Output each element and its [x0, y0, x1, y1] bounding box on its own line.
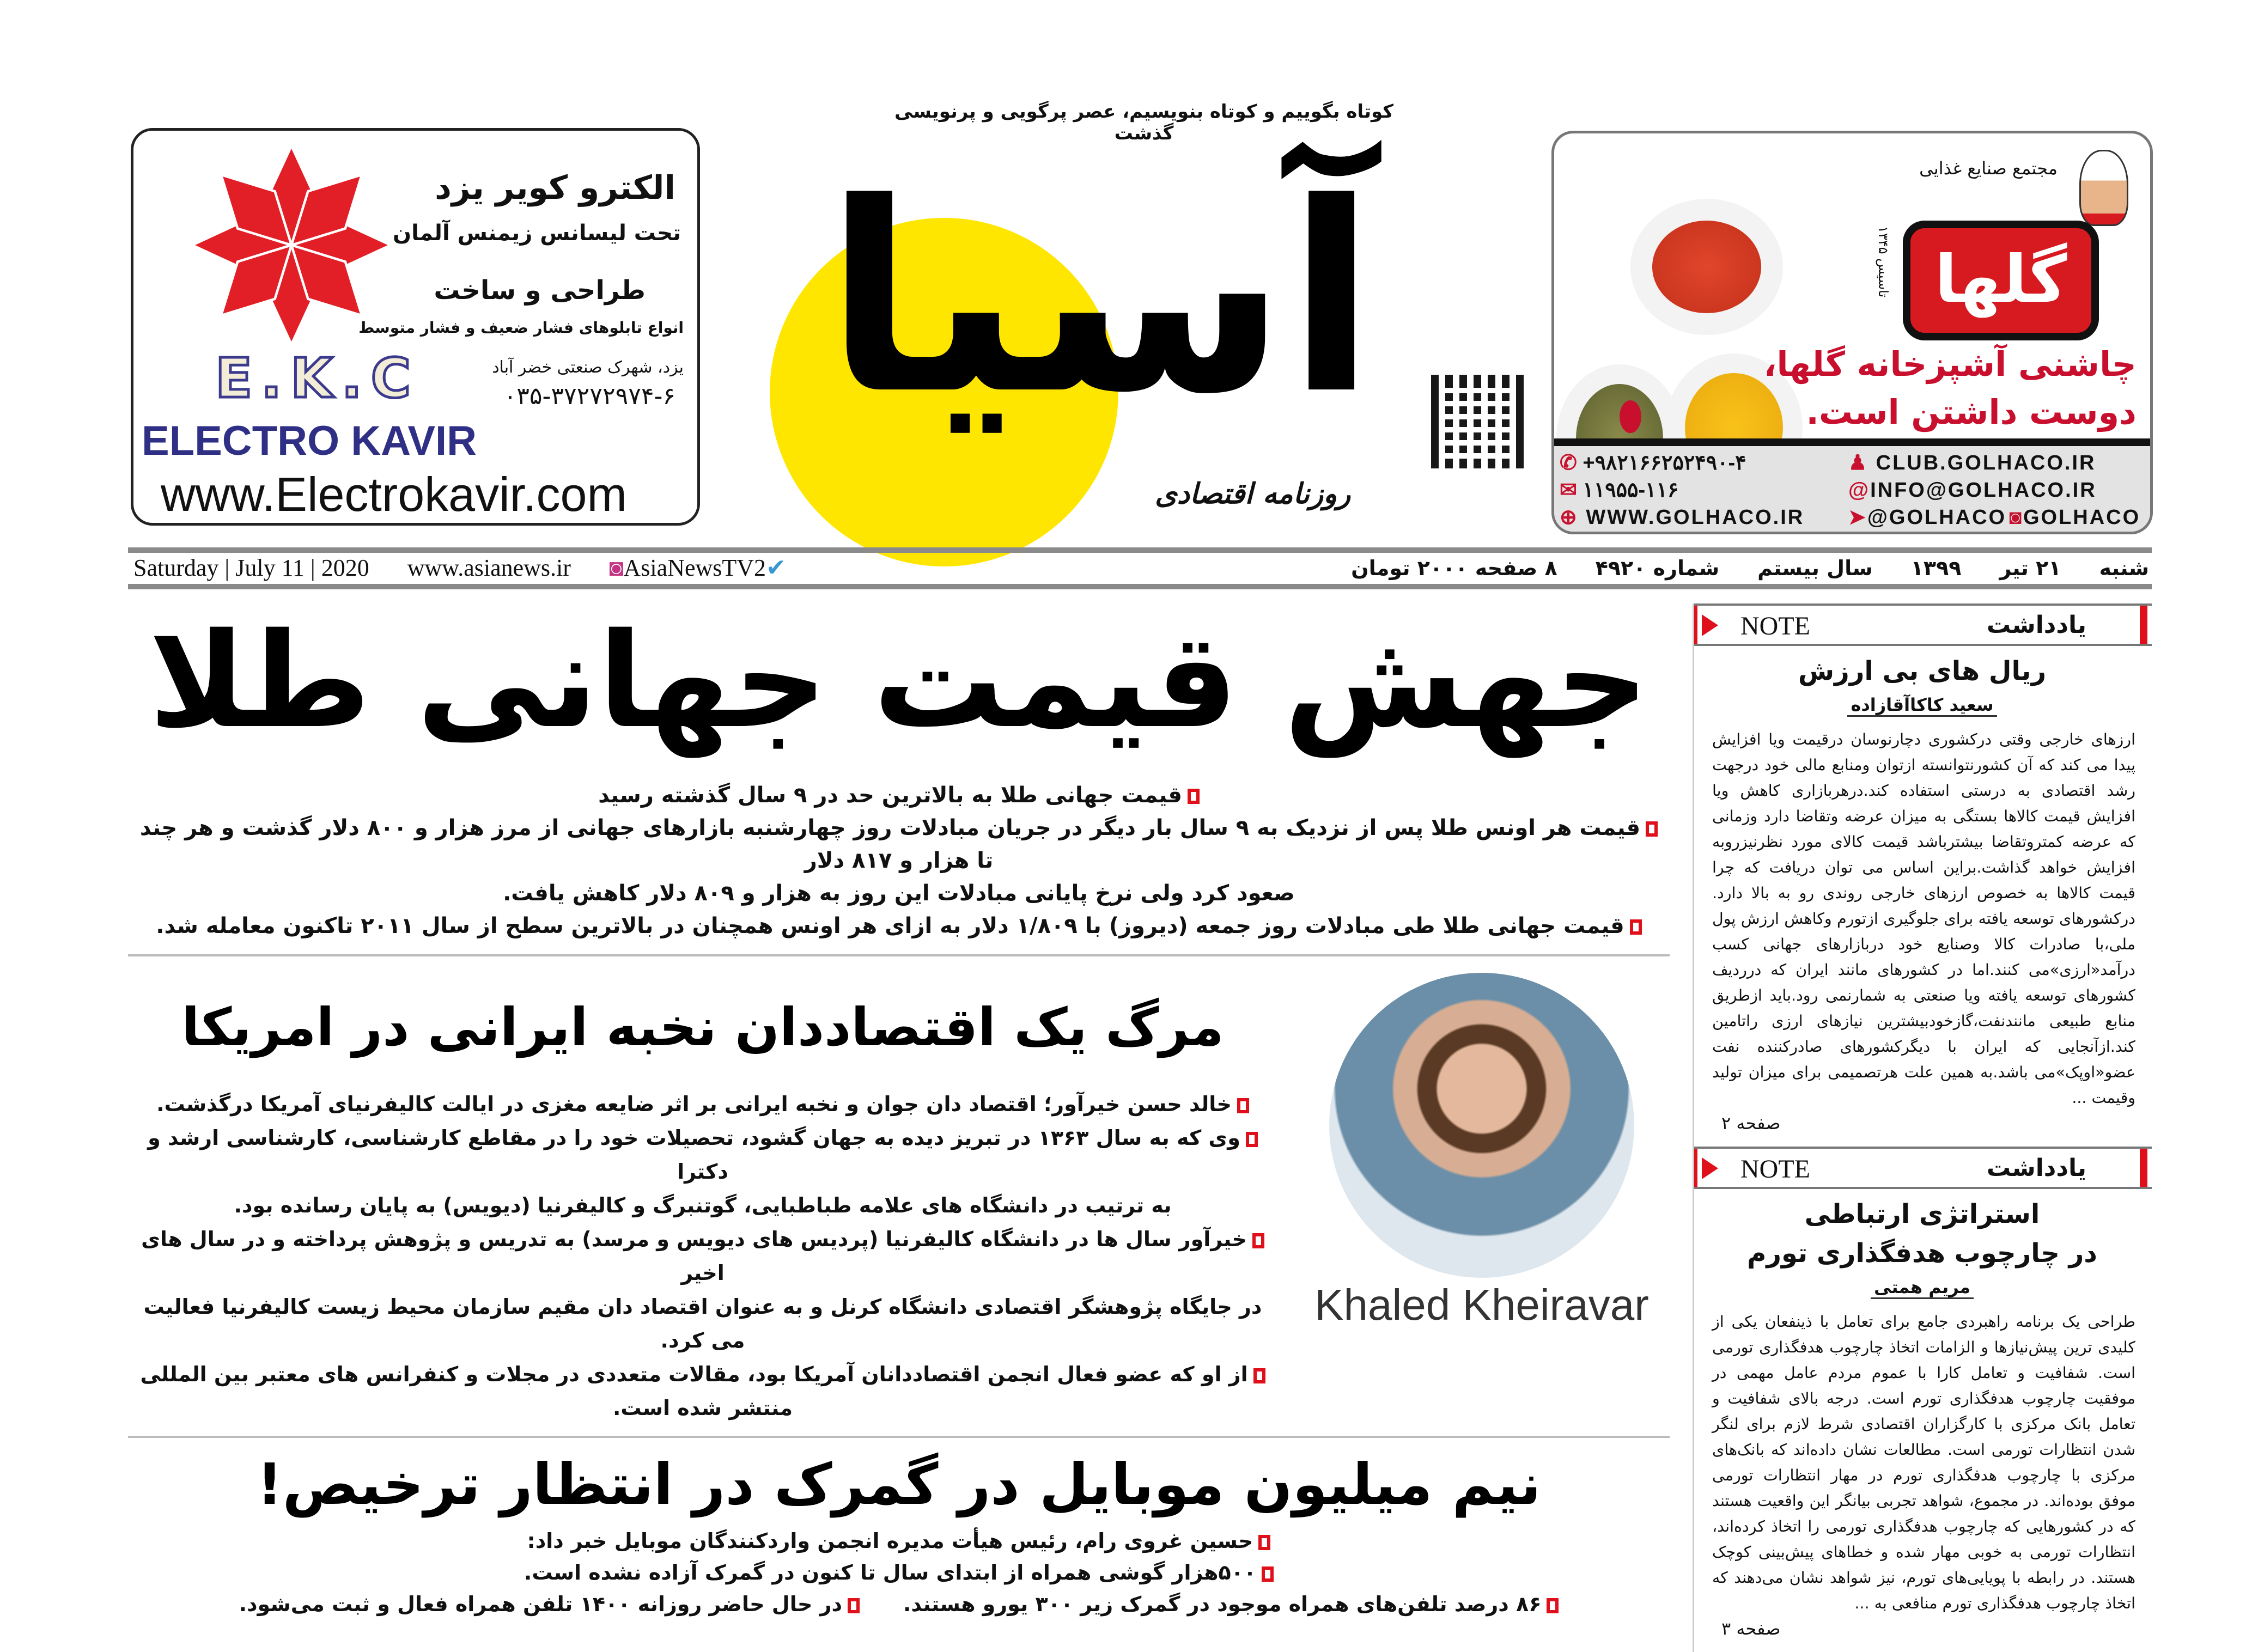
- divider: [128, 954, 1670, 956]
- bullet: وی که به سال ۱۳۶۳ در تبریز دیده به جهان گشود، تحصیلات خود را در مقاطع کارشناسی، کارشناسی ارشد و دکترا: [128, 1121, 1277, 1188]
- headline-gold[interactable]: جهش قیمت جهانی طلا: [148, 605, 1650, 757]
- bullet-square-icon: [1258, 1535, 1270, 1550]
- story-economist-text: [128, 973, 1277, 1425]
- chili-icon: [1620, 400, 1641, 433]
- bullet-square-icon: [1237, 1098, 1249, 1113]
- golha-founded: تاسیس ۱۳۴۵: [1876, 226, 1891, 298]
- note-label-fa: یادداشت: [1986, 1154, 2086, 1182]
- note-author: سعید کاکاآقازاده: [1694, 691, 2150, 719]
- info-bar-right: [1351, 556, 2149, 580]
- golha-telegram[interactable]: ➤@GOLHACO: [1848, 506, 2007, 529]
- phone-icon: ✆: [1560, 452, 1583, 474]
- photo-column: [1294, 973, 1670, 1332]
- electro-kavir-star-logo: [188, 142, 395, 349]
- globe-icon: ⊕: [1560, 506, 1586, 529]
- note-body: طراحی یک برنامه راهبردی جامع برای تعامل با ذینفعان یکی از کلیدی ترین پیش‌نیازها و الزامات اتخاذ چارچوب هدفگذاری تورمی است. شفافیت و تعامل کارا با عموم مردم عامل مهمی در موفقیت چارچوب هدفگذاری تورم است. درجه بالای شفافیت و تعامل بانک مرکزی با کارگزاران اقتصادی شرط لازم برای لنگر شدن انتظارات تورمی است. مطالعات نشان داده‌اند که بانک‌های مرکزی با چارچوب هدفگذاری تورم در مهار انتظارات تورمی موفق بوده‌اند. در مجموع، شواهد تجربی بیانگر این واقعیت هستند که در کشورهایی که چارچوب هدفگذاری تورمی را اتخاذ کرده‌اند، انتظارات تورمی به خوبی مهار شده و خطاهای پیش‌بینی کوچک هستند. در رابطه با پویایی‌های تورم، نیز شواهد نشان می‌دهند که اتخاذ چارچوب هدفگذاری تورم منافعی به ...: [1712, 1313, 2135, 1612]
- ad-service: طراحی و ساخت: [434, 275, 646, 306]
- note-title-line2[interactable]: در چارچوب هدفگذاری تورم: [1747, 1238, 2097, 1269]
- red-bar: [1694, 606, 1697, 644]
- bullet: خیرآور سال ها در دانشگاه کالیفرنیا (پردیس های دیویس و مرسد) به تدریس و پژوهش پرداخته و در سال های اخیر: [128, 1222, 1277, 1290]
- note-header: [1694, 1147, 2152, 1189]
- bullet-square-icon: [1246, 1132, 1258, 1147]
- bullet-square-icon: [1252, 1233, 1264, 1248]
- bullet: صعود کرد ولی نرخ پایانی مبادلات این روز به هزار و ۸۰۹ دلار کاهش یافت.: [503, 881, 1295, 906]
- ad-phone: ۰۳۵-۳۷۲۷۲۹۷۴-۶: [503, 382, 675, 410]
- newspaper-logo: آسیا: [824, 147, 1377, 452]
- red-bar: [2140, 1149, 2147, 1187]
- newspaper-subtitle: روزنامه اقتصادی: [1155, 478, 1351, 510]
- telegram-icon: ➤: [1848, 506, 1867, 529]
- ad-electro-kavir[interactable]: [131, 128, 700, 526]
- play-triangle-icon: [1702, 614, 1718, 636]
- red-bar: [1694, 1149, 1697, 1187]
- issue-number: شماره ۴۹۲۰: [1595, 556, 1720, 580]
- note-label-fa: یادداشت: [1986, 611, 2086, 639]
- note-label-en: NOTE: [1740, 612, 1810, 641]
- headline-economist[interactable]: مرگ یک اقتصاددان نخبه ایرانی در امریکا: [181, 997, 1224, 1058]
- golha-website[interactable]: ⊕ WWW.GOLHACO.IR: [1560, 506, 1805, 529]
- bullet: حسین غروی رام، رئیس هیأت مدیره انجمن واردکنندگان موبایل خبر داد:: [128, 1525, 1670, 1557]
- ad-golha[interactable]: [1551, 131, 2153, 534]
- note-page-ref[interactable]: صفحه ۲: [1721, 1113, 1781, 1133]
- bullet: در جایگاه پژوهشگر اقتصادی دانشگاه کرنل و به عنوان اقتصاد دان مقیم سازمان محیط زیست کالیفرنیا فعالیت می کرد.: [143, 1295, 1262, 1352]
- ad-website[interactable]: www.Electrokavir.com: [161, 467, 627, 521]
- note-header: [1694, 604, 2152, 646]
- ekc-emblem: E.K.C: [215, 346, 420, 410]
- bullet: در حال حاضر روزانه ۱۴۰۰ تلفن همراه فعال و ثبت می‌شود.: [239, 1588, 860, 1620]
- note-label-en: NOTE: [1740, 1155, 1810, 1184]
- golha-pobox: ✉ ۱۱۹۵۵-۱۱۶: [1560, 479, 1679, 502]
- golha-club[interactable]: ♟ CLUB.GOLHACO.IR: [1848, 452, 2096, 474]
- bullet: منتشر شده است.: [612, 1396, 793, 1420]
- at-icon: @: [1848, 479, 1871, 502]
- ad-products: انواع تابلوهای فشار ضعیف و فشار متوسط: [358, 319, 684, 337]
- issue-volume: سال بیستم: [1757, 556, 1873, 580]
- bullet-row: [128, 1588, 1670, 1620]
- golha-instagram[interactable]: ◙GOLHACO: [2009, 506, 2141, 529]
- issue-year: ۱۳۹۹: [1910, 556, 1962, 580]
- story-economist-bullets: [128, 1087, 1277, 1425]
- note-author: مریم همتی: [1694, 1273, 2150, 1301]
- bullet: به ترتیب در دانشگاه های علامه طباطبایی، گوتنبرگ و کالیفرنیا (دیویس) به پایان رسانده بود.: [234, 1193, 1172, 1217]
- headline-mobile[interactable]: نیم میلیون موبایل در گمرک در انتظار ترخیص!: [257, 1451, 1541, 1517]
- divider: [128, 584, 2152, 589]
- note-title[interactable]: استراتژی ارتباطی: [1804, 1199, 2040, 1229]
- golha-logo: گلها: [1903, 221, 2099, 340]
- story-gold-bullets: [128, 779, 1670, 942]
- ad-address: یزد، شهرک صنعتی خضر آباد: [492, 358, 684, 377]
- bullet: قیمت جهانی طلا به بالاترین حد در ۹ سال گذشته رسید: [128, 779, 1670, 812]
- users-icon: ♟: [1848, 452, 1876, 474]
- divider: [128, 1436, 1670, 1438]
- ad-brand: ELECTRO KAVIR: [142, 418, 477, 464]
- info-bar-left: [133, 554, 786, 582]
- bullet-square-icon: [1630, 919, 1642, 935]
- bullet: قیمت هر اونس طلا پس از نزدیک به ۹ سال بار دیگر در جریان مبادلات روز چهارشنبه بازارهای جهانی از مرز هزار و ۸۰۰ دلار گذشت و هر چند تا هزار و ۸۱۷ دلار: [128, 812, 1670, 877]
- ad-title: الکترو کویر یزد: [435, 169, 675, 207]
- photo-caption: Khaled Kheiravar: [1314, 1281, 1649, 1329]
- story-economist: [128, 973, 1670, 1425]
- info-bar: [133, 553, 2149, 583]
- golha-slogan-line1: چاشنی آشپزخانه گلها،: [1763, 344, 2137, 384]
- ad-license: تحت لیسانس زیمنس آلمان: [392, 221, 681, 246]
- mail-icon: ✉: [1560, 479, 1583, 502]
- golha-company: مجتمع صنایع غذایی: [1919, 158, 2058, 179]
- chef-icon: [2079, 150, 2128, 226]
- verified-icon: ✔: [766, 554, 786, 581]
- story-mobile-bullets: [128, 1525, 1670, 1620]
- portrait-photo: [1329, 973, 1634, 1278]
- masthead-tagline: کوتاه بگوییم و کوتاه بنویسیم، عصر پرگویی و پرنویسی گذشت: [894, 101, 1394, 144]
- bullet-square-icon: [1262, 1566, 1274, 1582]
- bullet-square-icon: [1646, 821, 1658, 837]
- bullet: قیمت جهانی طلا طی مبادلات روز جمعه (دیروز) با ۱/۸۰۹ دلار به ازای هر اونس همچنان در بالاترین سطح از سال ۲۰۱۱ تاکنون معامله شد.: [128, 910, 1670, 942]
- qr-code-icon[interactable]: [1431, 375, 1525, 468]
- golha-email[interactable]: @INFO@GOLHACO.IR: [1848, 479, 2097, 502]
- issue-pages-price: ۸ صفحه ۲۰۰۰ تومان: [1351, 556, 1557, 580]
- bullet: ۵۰۰هزار گوشی همراه از ابتدای سال تا کنون در گمرک آزاده نشده است.: [128, 1557, 1670, 1588]
- date-english: Saturday | July 11 | 2020: [133, 554, 369, 581]
- golha-phone: ✆ +۹۸۲۱۶۶۲۵۲۴۹۰-۴: [1560, 452, 1746, 474]
- golha-slogan-line2: دوست داشتن است.: [1806, 392, 2137, 432]
- website-link[interactable]: www.asianews.ir: [407, 554, 571, 581]
- main-column: [128, 594, 1670, 1620]
- instagram-icon: ◙: [2009, 506, 2023, 529]
- note-page-ref[interactable]: صفحه ۳: [1721, 1618, 1781, 1639]
- golha-contact-bar: [1554, 438, 2150, 534]
- divider: [128, 547, 2152, 553]
- instagram-icon: ◙: [608, 554, 624, 581]
- spice-image-red: [1652, 221, 1761, 313]
- bullet: خالد حسن خیرآور؛ اقتصاد دان جوان و نخبه ایرانی بر اثر ضایعه مغزی در ایالت کالیفرنیای آمریکا درگذشت.: [128, 1087, 1277, 1121]
- bullet-square-icon: [1188, 789, 1200, 804]
- golha-slogan: [1764, 340, 2137, 436]
- bullet: از او که عضو فعال انجمن اقتصاددانان آمریکا بود، مقالات متعددی در مجلات و کنفرانس های معتبر بین المللی: [128, 1357, 1277, 1391]
- notes-column: [1693, 604, 2150, 1652]
- play-triangle-icon: [1702, 1157, 1718, 1179]
- red-bar: [2140, 606, 2147, 644]
- bullet: ۸۶ درصد تلفن‌های همراه موجود در گمرک زیر ۳۰۰ یورو هستند.: [903, 1588, 1559, 1620]
- bullet-square-icon: [848, 1598, 860, 1613]
- bullet-square-icon: [1547, 1598, 1559, 1613]
- instagram-handle[interactable]: ◙AsiaNewsTV2✔: [608, 554, 786, 581]
- issue-day: شنبه: [2099, 556, 2149, 580]
- bullet-square-icon: [1253, 1368, 1265, 1383]
- note-title[interactable]: ریال های بی ارزش: [1798, 656, 2047, 686]
- issue-date: ۲۱ تیر: [1999, 556, 2061, 580]
- note-body: ارزهای خارجی وقتی درکشوری دچارنوسان درقیمت ویا افزایش پیدا می کند که آن کشورنتوانسته ازتوان ومنابع مالی خود درجهت رشد اقتصادی به درستی استفاده کند.درهربازاری کاهش ویا افزایش قیمت کالاها بستگی به میزان عرضه وتقاضا دارد وزمانی که عرضه کمتروتقاضا بیشترباشد قیمت کالای مورد نظرنیزروبه افزایش خواهد گذاشت.براین اساس می توان دریافت که چرا قیمت کالاها به خصوص ارزهای خارجی روندی رو به بالا دارد. درکشورهای توسعه یافته برای جلوگیری ازتورم وکاهش ارزش پول ملی،با صادرات کالا وصنایع خود دربازارهای جهانی کسب درآمد«ارزی»می کنند.اما در کشورهای مانند ایران که درردیف کشورهای توسعه یافته ویا صنعتی به شمارنمی رود.باید ازطریق منابع طبیعی مانندنفت،گازخودبیشترین نیازهای ارزی راتامین کند.ازآنجایی که ایران با دیگرکشورهای صادرکننده نفت عضو«اوپک»می باشد.به همین علت هرتصمیمی برای میزان تولید وقیمت ...: [1712, 730, 2135, 1107]
